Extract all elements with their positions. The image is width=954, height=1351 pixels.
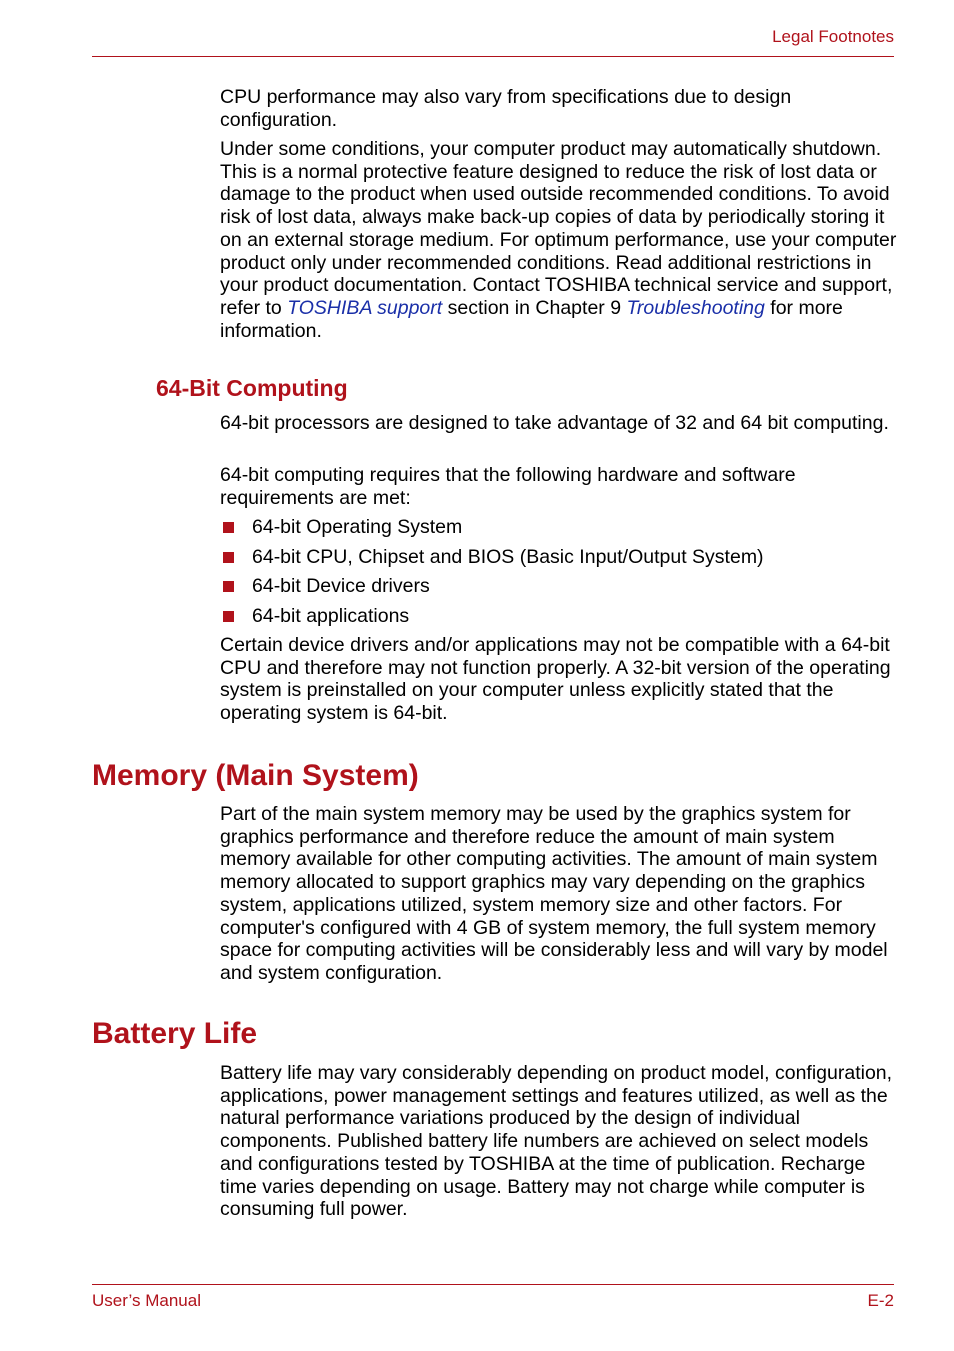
running-header: Legal Footnotes <box>772 27 894 46</box>
footer-rule <box>92 1284 894 1285</box>
footer-manual-name: User’s Manual <box>92 1291 201 1310</box>
list-item-text: 64-bit CPU, Chipset and BIOS (Basic Input/Output System) <box>252 546 764 568</box>
bit64-heading: 64-Bit Computing <box>156 375 348 401</box>
troubleshooting-link[interactable]: Troubleshooting <box>626 296 765 319</box>
cpu-paragraph-2 <box>220 138 900 342</box>
list-item-text: 64-bit applications <box>252 605 410 627</box>
list-item-text: 64-bit Device drivers <box>252 575 430 597</box>
page-number: E-2 <box>867 1291 894 1310</box>
cpu-paragraph-2-end: for more information. <box>220 296 843 342</box>
cpu-paragraph-2-mid: section in Chapter 9 <box>447 296 622 319</box>
bit64-paragraph-1: 64-bit processors are designed to take advantage of 32 and 64 bit computing. <box>220 412 889 434</box>
memory-paragraph: Part of the main system memory may be used by the graphics system for graphics performance and therefore reduce the amount of main system memory available for other computing activities. The amount of main system memory allocated to support graphics may vary depending on the graphics system, applications utilized, system memory size and other factors. For computer's configured with 4 GB of system memory, the full system memory space for computing activities will be considerably less and will vary by model and system configuration. <box>220 803 888 984</box>
memory-heading: Memory (Main System) <box>92 759 419 792</box>
cpu-paragraph-1: CPU performance may also vary from specifications due to design configuration. <box>220 86 792 131</box>
bit64-paragraph-3: Certain device drivers and/or applications may not be compatible with a 64-bit CPU and therefore may not function properly. A 32-bit version of the operating system is preinstalled on your computer unless explicitly stated that the operating system is 64-bit. <box>220 634 891 725</box>
square-bullet-icon <box>223 552 234 563</box>
cpu-paragraph-2-text: Under some conditions, your computer product may automatically shutdown. This is a normal protective feature designed to reduce the risk of lost data or damage to the product when used outside recommended conditions. To avoid risk of lost data, always make back-up copies of data by periodically storing it on an external storage medium. For optimum performance, use your computer product only under recommended conditions. Read additional restrictions in your product documentation. Contact TOSHIBA technical service and support, refer to <box>220 138 897 319</box>
toshiba-support-link[interactable]: TOSHIBA support <box>287 296 443 319</box>
battery-heading: Battery Life <box>92 1017 258 1050</box>
battery-paragraph: Battery life may vary considerably depending on product model, configuration, applications, power management settings and features utilized, as well as the natural performance variations produced by the design of individual components. Published battery life numbers are achieved on select models and configurations tested by TOSHIBA at the time of publication. Recharge time varies depending on usage. Battery may not charge while computer is consuming full power. <box>220 1062 893 1221</box>
square-bullet-icon <box>223 522 234 533</box>
square-bullet-icon <box>223 581 234 592</box>
square-bullet-icon <box>223 611 234 622</box>
header-rule <box>92 56 894 57</box>
list-item-text: 64-bit Operating System <box>252 516 463 538</box>
bit64-paragraph-2: 64-bit computing requires that the following hardware and software requirements are met: <box>220 464 796 509</box>
